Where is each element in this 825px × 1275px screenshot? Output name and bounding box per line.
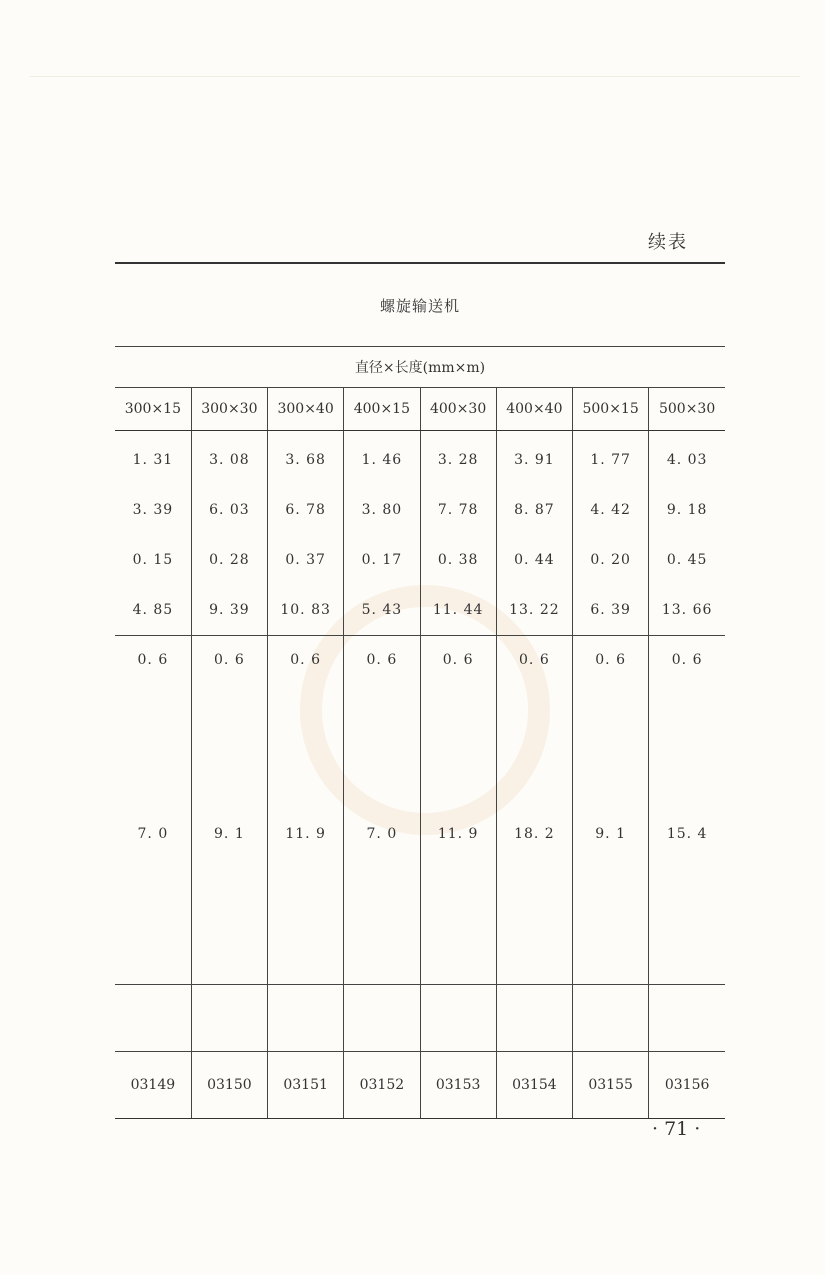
empty-cell	[420, 984, 496, 1051]
empty-cell	[191, 984, 267, 1051]
data-cell: 4. 03	[649, 431, 725, 486]
data-cell: 8. 87	[496, 485, 572, 535]
data-cell: 6. 03	[191, 485, 267, 535]
empty-row	[115, 984, 725, 1051]
data-cell: 7. 78	[420, 485, 496, 535]
size-cell: 300×40	[268, 388, 344, 431]
dimension-label: 直径×长度(mm×m)	[115, 347, 725, 388]
data-cell: 11. 44	[420, 585, 496, 636]
code-cell: 03152	[344, 1051, 420, 1118]
data-cell: 9. 18	[649, 485, 725, 535]
size-cell: 400×30	[420, 388, 496, 431]
data-cell: 6. 78	[268, 485, 344, 535]
data-cell: 3. 28	[420, 431, 496, 486]
data-cell: 0. 6	[649, 636, 725, 685]
data-cell: 4. 85	[115, 585, 191, 636]
data-cell: 11. 9	[420, 684, 496, 984]
data-cell: 13. 66	[649, 585, 725, 636]
data-cell: 7. 0	[115, 684, 191, 984]
data-cell: 18. 2	[496, 684, 572, 984]
data-cell: 5. 43	[344, 585, 420, 636]
size-cell: 500×15	[573, 388, 649, 431]
data-cell: 0. 6	[191, 636, 267, 685]
data-cell: 1. 77	[573, 431, 649, 486]
data-cell: 10. 83	[268, 585, 344, 636]
data-cell: 1. 31	[132, 452, 174, 468]
empty-cell	[496, 984, 572, 1051]
data-cell: 0. 37	[268, 535, 344, 585]
code-cell: 03153	[420, 1051, 496, 1118]
data-cell: 6. 39	[573, 585, 649, 636]
data-cell: 0. 6	[268, 636, 344, 685]
table-title-row	[115, 263, 725, 347]
empty-cell	[573, 984, 649, 1051]
empty-cell	[115, 984, 191, 1051]
data-cell: 9. 39	[191, 585, 267, 636]
size-cell: 300×30	[191, 388, 267, 431]
data-cell: 3. 68	[268, 431, 344, 486]
table-row	[115, 535, 725, 585]
code-cell: 03150	[191, 1051, 267, 1118]
data-cell: 0. 44	[496, 535, 572, 585]
code-cell: 03155	[573, 1051, 649, 1118]
data-cell: 0. 6	[496, 636, 572, 685]
data-cell: 0. 6	[573, 636, 649, 685]
continued-label: 续表	[648, 232, 688, 253]
table-title: 螺旋输送机	[115, 263, 725, 347]
dimension-row	[115, 347, 725, 388]
empty-cell	[268, 984, 344, 1051]
data-cell: 3. 80	[344, 485, 420, 535]
data-cell: 0. 6	[420, 636, 496, 685]
spec-table	[115, 262, 725, 1119]
data-cell: 0. 45	[649, 535, 725, 585]
data-cell: 3. 91	[496, 431, 572, 486]
data-cell: 0. 6	[344, 636, 420, 685]
size-cell: 400×40	[496, 388, 572, 431]
empty-cell	[344, 984, 420, 1051]
data-cell: 11. 9	[268, 684, 344, 984]
size-cell: 300×15	[115, 388, 191, 431]
sizes-row	[115, 388, 725, 431]
data-cell: 0. 20	[573, 535, 649, 585]
top-rule	[30, 76, 800, 77]
code-cell: 03149	[115, 1051, 191, 1118]
data-cell: 0. 6	[137, 652, 169, 668]
data-cell: 0. 28	[191, 535, 267, 585]
data-cell: 0. 17	[344, 535, 420, 585]
data-cell: 7. 0	[344, 684, 420, 984]
empty-cell	[649, 984, 725, 1051]
code-cell: 03156	[649, 1051, 725, 1118]
table-row	[115, 485, 725, 535]
table-row	[115, 684, 725, 984]
data-cell: 3. 08	[191, 431, 267, 486]
table-row	[115, 585, 725, 636]
code-cell: 03151	[268, 1051, 344, 1118]
size-cell: 400×15	[344, 388, 420, 431]
data-cell: 4. 42	[573, 485, 649, 535]
code-cell: 03154	[496, 1051, 572, 1118]
data-cell: 9. 1	[573, 684, 649, 984]
data-cell: 15. 4	[649, 684, 725, 984]
size-cell: 500×30	[649, 388, 725, 431]
data-cell: 3. 39	[132, 502, 174, 518]
data-cell: 0. 38	[420, 535, 496, 585]
codes-row	[115, 1051, 725, 1118]
page-number: · 71 ·	[652, 1118, 701, 1140]
data-cell: 1. 46	[344, 431, 420, 486]
data-cell: 9. 1	[191, 684, 267, 984]
data-cell: 0. 15	[132, 552, 174, 568]
data-cell: 13. 22	[496, 585, 572, 636]
table-row	[115, 431, 725, 486]
table-row	[115, 636, 725, 685]
